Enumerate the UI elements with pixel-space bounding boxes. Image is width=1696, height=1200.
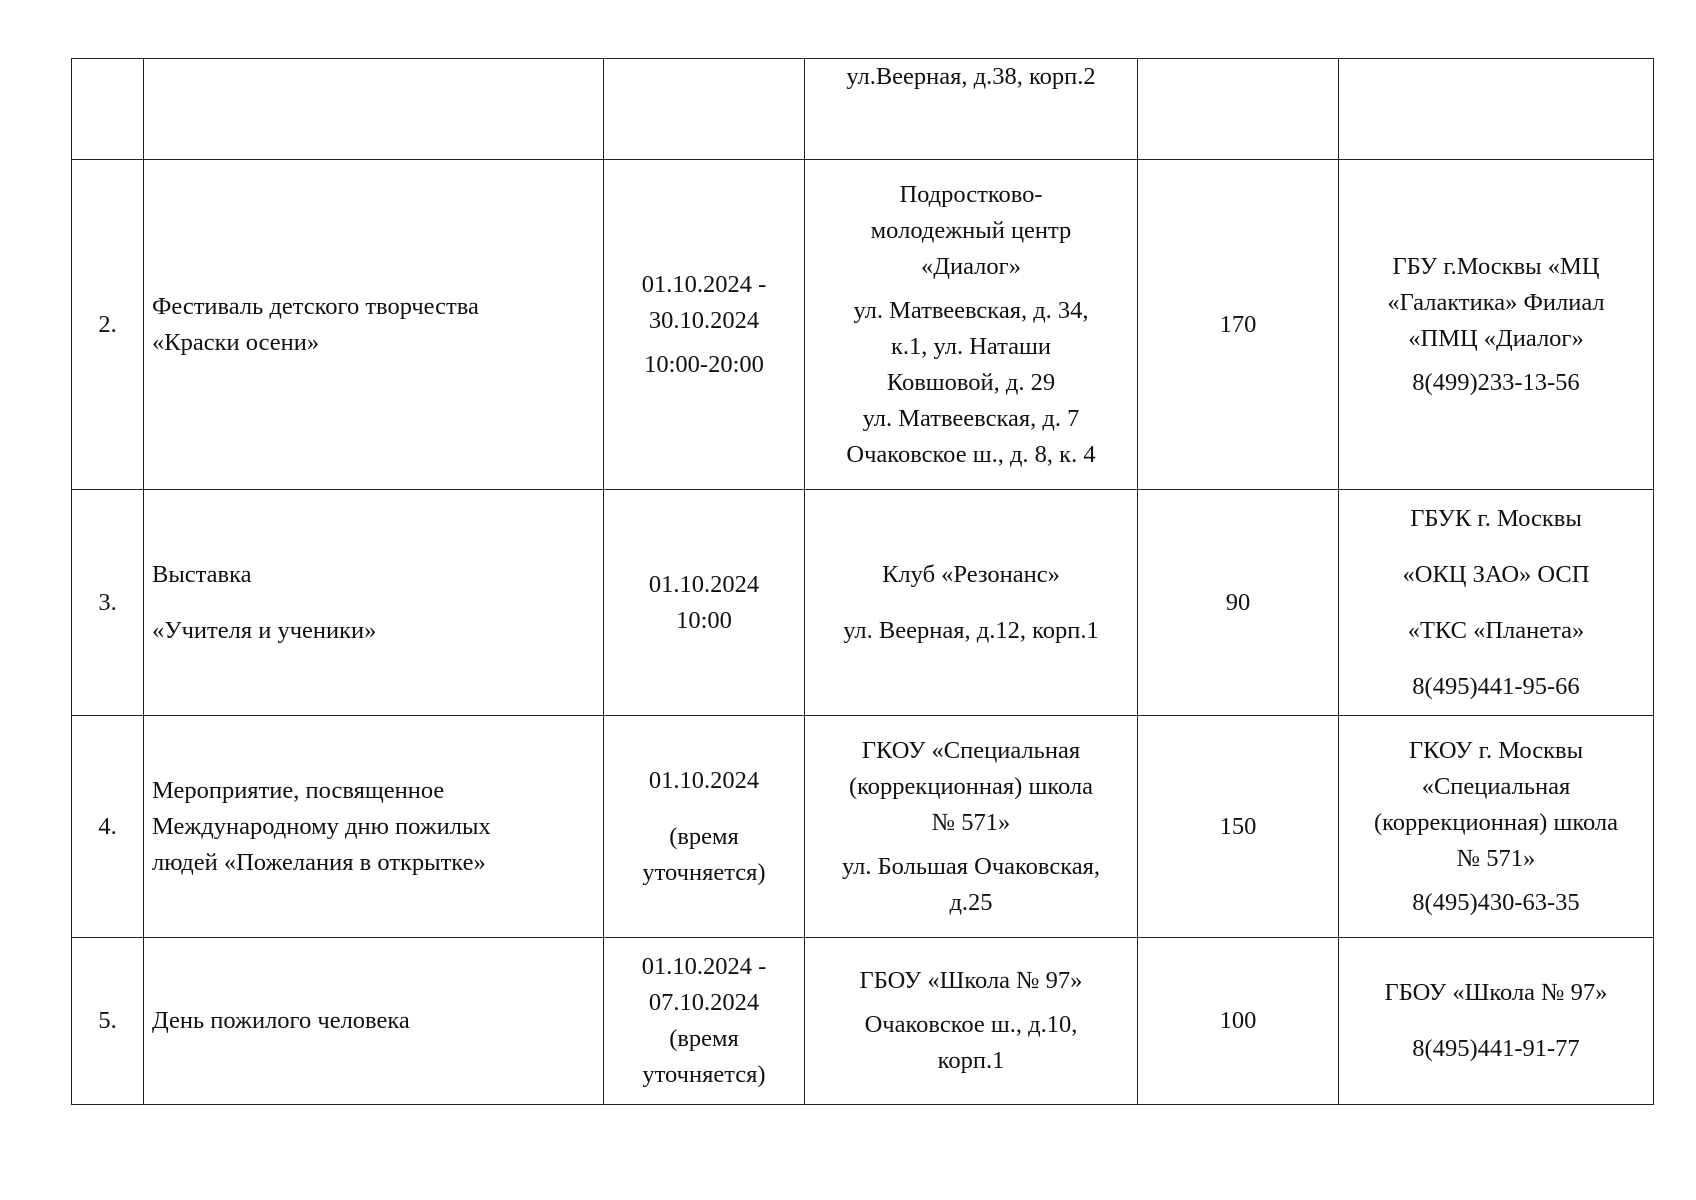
venue-line: ул. Матвеевская, д. 34,	[853, 296, 1089, 324]
venue-line: ул. Матвеевская, д. 7	[862, 404, 1080, 432]
organizer-line: ГБУ г.Москвы «МЦ	[1392, 252, 1600, 280]
organizer-cell	[1339, 938, 1654, 1105]
date-line: 07.10.2024	[648, 989, 760, 1016]
event-name-line: Мероприятие, посвященное	[152, 776, 445, 804]
row-number-cell	[72, 716, 144, 938]
date-line: 01.10.2024	[648, 766, 760, 794]
event-name-line: Фестиваль детского творчества	[152, 292, 479, 320]
row-number: 3.	[98, 588, 117, 616]
event-venue-cell	[805, 716, 1138, 938]
date-line: 01.10.2024 -	[641, 270, 767, 298]
participant-count: 100	[1219, 1007, 1257, 1034]
event-name-line: Международному дню пожилых	[152, 812, 491, 840]
event-date-cell	[604, 160, 805, 490]
row-number-cell	[72, 490, 144, 716]
organizer-line: «ТКС «Планета»	[1407, 616, 1585, 644]
table-row	[72, 490, 1654, 716]
time-line: 10:00-20:00	[644, 350, 764, 378]
organizer-line: «Галактика» Филиал	[1387, 288, 1605, 316]
time-line: (время	[669, 1025, 739, 1052]
event-date-cell	[604, 59, 805, 160]
event-name-cell	[144, 59, 604, 160]
participant-count-cell	[1138, 59, 1339, 160]
row-number: 5.	[98, 1007, 117, 1034]
venue-line: (коррекционная) школа	[848, 772, 1094, 800]
organizer-line: «Специальная	[1421, 772, 1571, 800]
time-line: уточняется)	[642, 858, 766, 886]
event-venue-cell	[805, 160, 1138, 490]
venue-line: ул. Большая Очаковская,	[841, 852, 1101, 880]
event-name-cell	[144, 716, 604, 938]
organizer-cell	[1339, 490, 1654, 716]
row-number: 2.	[98, 310, 117, 338]
participant-count-cell	[1138, 716, 1339, 938]
venue-line: д.25	[949, 888, 993, 916]
event-name-line: Выставка	[152, 560, 252, 588]
participant-count: 150	[1219, 812, 1257, 840]
venue-line: ГБОУ «Школа № 97»	[859, 967, 1083, 994]
venue-line: Клуб «Резонанс»	[882, 560, 1060, 588]
event-name-cell	[144, 160, 604, 490]
organizer-cell	[1339, 59, 1654, 160]
row-number-cell	[72, 938, 144, 1105]
organizer-cell	[1339, 716, 1654, 938]
venue-line: ул.Веерная, д.38, корп.2	[846, 63, 1096, 90]
organizer-line: ГБОУ «Школа № 97»	[1384, 979, 1608, 1006]
venue-line: «Диалог»	[921, 252, 1021, 280]
participant-count-cell	[1138, 490, 1339, 716]
event-name-line: людей «Пожелания в открытке»	[152, 848, 486, 876]
organizer-phone: 8(495)441-95-66	[1412, 672, 1580, 700]
venue-line: ГКОУ «Специальная	[861, 736, 1081, 764]
organizer-cell	[1339, 160, 1654, 490]
venue-line: ул. Веерная, д.12, корп.1	[843, 616, 1099, 644]
venue-line: Очаковское ш., д.10,	[864, 1011, 1078, 1038]
event-name-line: День пожилого человека	[152, 1007, 410, 1034]
organizer-line: «ПМЦ «Диалог»	[1408, 324, 1584, 352]
venue-line: № 571»	[931, 808, 1011, 836]
time-line: (время	[669, 822, 739, 850]
row-number: 4.	[98, 812, 117, 840]
table-row	[72, 716, 1654, 938]
time-line: 10:00	[676, 606, 732, 634]
event-name-line: «Краски осени»	[152, 328, 320, 356]
events-table	[71, 58, 1654, 1105]
event-name-cell	[144, 938, 604, 1105]
date-line: 01.10.2024 -	[641, 953, 767, 980]
event-date-cell	[604, 938, 805, 1105]
participant-count: 170	[1219, 310, 1257, 338]
event-venue-cell	[805, 59, 1138, 160]
venue-line: к.1, ул. Наташи	[891, 332, 1051, 360]
venue-line: корп.1	[937, 1047, 1005, 1074]
organizer-line: «ОКЦ ЗАО» ОСП	[1402, 560, 1590, 588]
organizer-line: ГКОУ г. Москвы	[1408, 736, 1584, 764]
venue-line: Ковшовой, д. 29	[886, 368, 1056, 396]
row-number-cell	[72, 160, 144, 490]
event-name-line: «Учителя и ученики»	[152, 616, 377, 644]
organizer-line: (коррекционная) школа	[1373, 808, 1619, 836]
table-row	[72, 160, 1654, 490]
organizer-phone: 8(499)233-13-56	[1412, 368, 1580, 396]
participant-count-cell	[1138, 938, 1339, 1105]
organizer-line: ГБУК г. Москвы	[1410, 504, 1582, 532]
event-venue-cell	[805, 490, 1138, 716]
organizer-phone: 8(495)441-91-77	[1412, 1035, 1580, 1062]
organizer-line: № 571»	[1456, 844, 1536, 872]
time-line: уточняется)	[642, 1061, 766, 1088]
table-row	[72, 938, 1654, 1105]
participant-count-cell	[1138, 160, 1339, 490]
row-number-cell	[72, 59, 144, 160]
event-name-cell	[144, 490, 604, 716]
date-line: 01.10.2024	[648, 570, 760, 598]
venue-line: молодежный центр	[870, 216, 1072, 244]
organizer-phone: 8(495)430-63-35	[1412, 888, 1580, 916]
participant-count: 90	[1225, 588, 1251, 616]
venue-line: Подростково-	[899, 180, 1043, 208]
event-date-cell	[604, 716, 805, 938]
event-venue-cell	[805, 938, 1138, 1105]
table-row	[72, 59, 1654, 160]
date-line: 30.10.2024	[648, 306, 760, 334]
venue-line: Очаковское ш., д. 8, к. 4	[846, 440, 1096, 468]
event-date-cell	[604, 490, 805, 716]
